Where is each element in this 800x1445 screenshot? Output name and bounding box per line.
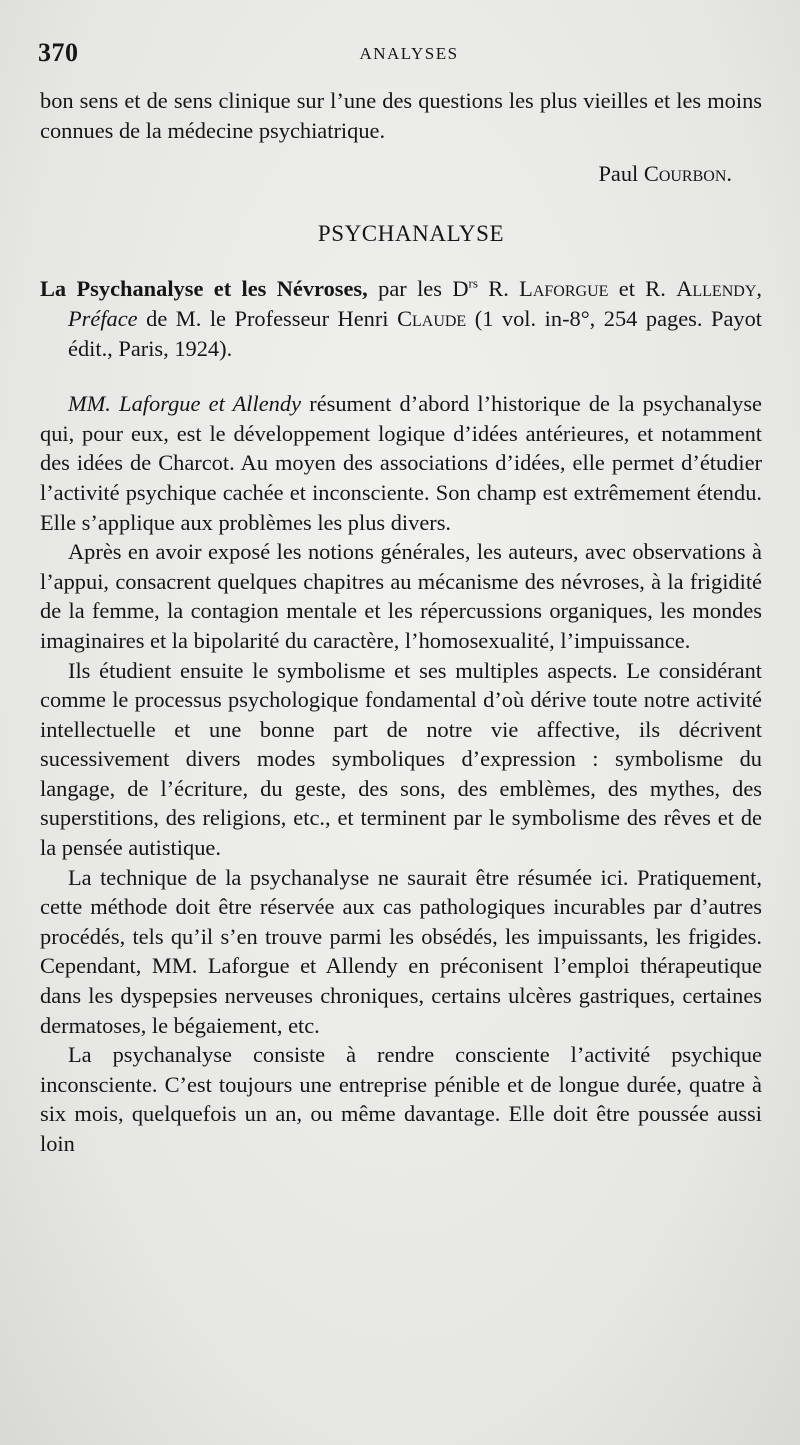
- preface-by: de M. le Professeur Henri: [146, 305, 389, 331]
- section-title: PSYCHANALYSE: [317, 220, 505, 246]
- p1-authors: Laforgue et Allendy: [119, 391, 302, 417]
- reference-and: et R.: [618, 276, 666, 302]
- signature-first-name: Paul: [598, 161, 639, 187]
- paragraph-5: La psychanalyse consiste à rendre consciente l’activité psychique inconsciente. C’est toujours une entreprise pénible et de longue durée, quatre à six mois, quelquefois un an, ou même davantage. Elle doit être poussée aussi loin: [40, 1042, 762, 1156]
- page-header: [38, 38, 760, 74]
- book-reference: [40, 274, 762, 363]
- reference-by: par les D: [378, 276, 469, 302]
- page-number: 370: [38, 38, 79, 67]
- p1-text: résument d’abord l’historique de la psychanalyse qui, pour eux, est le développement logique d’idées antérieures, et notamment des idées de Charcot. Au moyen des associations d’idées, elle permet d’étudier l’activité psychique cachée et inconsciente. Son champ est extrêmement étendu. Elle s’applique aux problèmes les plus divers.: [40, 391, 762, 535]
- running-head: ANALYSES: [359, 44, 459, 63]
- paragraph-3: Ils étudient ensuite le symbolisme et ses multiples aspects. Le considérant comme le processus psychologique fondamental d’où dérive toute notre activité intellectuelle et une bonne part de notre vie affective, ils décrivent sucessivement divers modes symboliques d’expression : symbolisme du langage, de l’écriture, du geste, des sons, des emblèmes, des mythes, des superstitions, des religions, etc., et terminent par le symbolisme des rêves et de la pensée autistique.: [40, 657, 762, 861]
- author-allendy: Allendy,: [676, 276, 762, 302]
- reviewer-signature: [40, 159, 762, 189]
- p1-mm: MM.: [68, 391, 111, 417]
- book-title: La Psychanalyse et les Névroses,: [40, 276, 368, 302]
- page-body: [40, 86, 762, 1159]
- previous-review-closing: bon sens et de sens clinique sur l’une des questions les plus vieilles et les moins connues de la médecine psychiatrique.: [40, 88, 762, 143]
- drs-superscript: rs: [468, 275, 478, 291]
- author-laforgue: R. Laforgue: [488, 276, 609, 302]
- paragraph-4: La technique de la psychanalyse ne saurait être résumée ici. Pratiquement, cette méthode doit être réservée aux cas pathologiques incurables par d’autres procédés, tels qu’il s’en trouve parmi les obsédés, les impuissants, les frigides. Cependant, MM. Laforgue et Allendy en préconisent l’emploi thérapeutique dans les dyspepsies nerveuses chroniques, certains ulcères gastriques, certaines dermatoses, le bégaiement, etc.: [40, 864, 762, 1038]
- publication-details: (1 vol. in-8°, 254 pages. Payot édit., Paris, 1924).: [68, 305, 762, 361]
- paragraph-1: [40, 389, 762, 537]
- preface-label: Préface: [68, 305, 138, 331]
- paragraph-2: Après en avoir exposé les notions générales, les auteurs, avec observations à l’appui, consacrent quelques chapitres au mécanisme des névroses, à la frigidité de la femme, la contagion mentale et les répercussions organiques, les mondes imaginaires et la bipolarité du caractère, l’homosexualité, l’impuissance.: [40, 539, 762, 653]
- signature-last-name: Courbon.: [643, 161, 732, 187]
- preface-author: Claude: [397, 305, 467, 331]
